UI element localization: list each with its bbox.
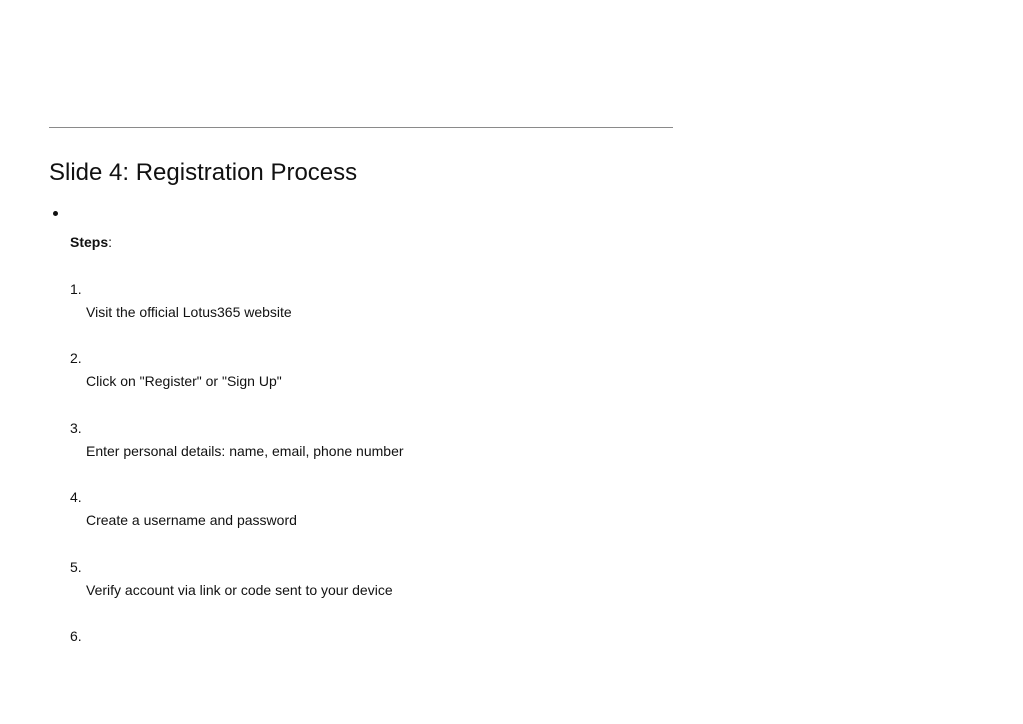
slide-title: Slide 4: Registration Process — [49, 159, 358, 186]
step-text: Create a username and password — [86, 512, 297, 528]
step-text: Click on "Register" or "Sign Up" — [86, 373, 282, 389]
bullet-icon — [53, 211, 58, 216]
step-number: 3. — [70, 420, 82, 436]
steps-label — [70, 233, 112, 251]
step-number: 5. — [70, 559, 82, 575]
step-text: Enter personal details: name, email, phone number — [86, 443, 404, 459]
step-number: 4. — [70, 489, 82, 505]
steps-label-bold: Steps — [70, 234, 109, 250]
steps-label-colon: : — [108, 234, 113, 250]
step-text: Visit the official Lotus365 website — [86, 304, 292, 320]
step-number: 1. — [70, 281, 82, 297]
step-number: 2. — [70, 350, 82, 366]
step-number: 6. — [70, 628, 82, 644]
step-text: Verify account via link or code sent to your device — [86, 582, 393, 598]
horizontal-rule — [49, 127, 673, 128]
